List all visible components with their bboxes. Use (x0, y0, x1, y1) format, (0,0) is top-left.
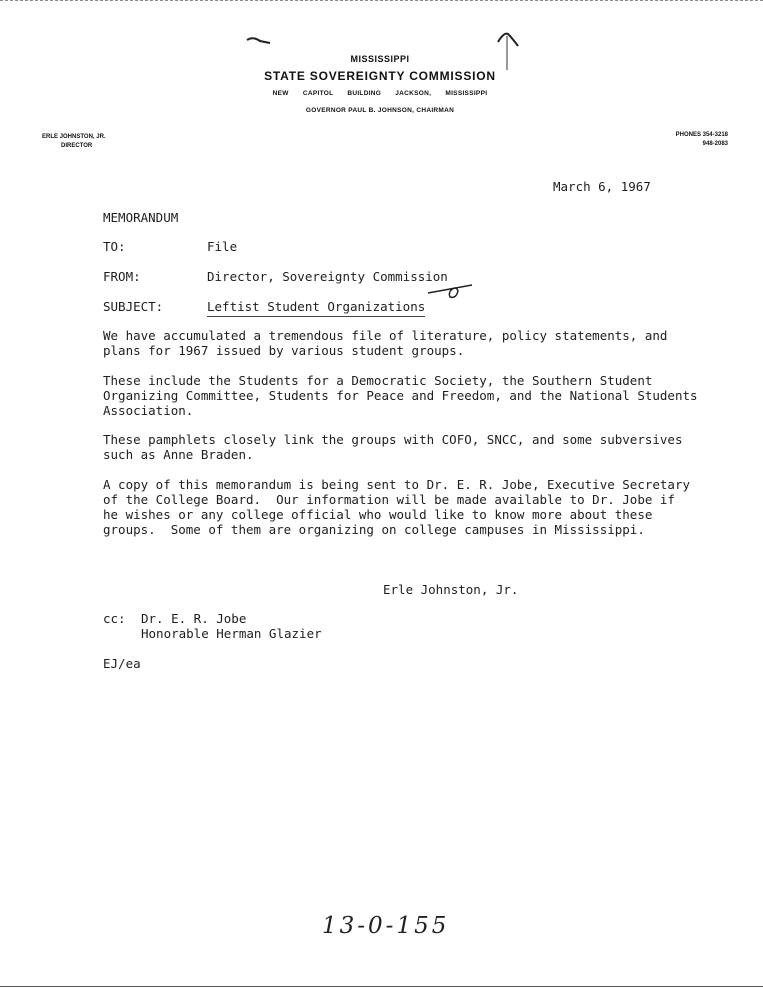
handwritten-file-number: 13-0-155 (322, 913, 450, 939)
letterhead-building: NEW CAPITOL BUILDING (272, 90, 382, 97)
paragraph-line: such as Anne Braden. (103, 447, 254, 462)
paragraph-3 (103, 432, 723, 462)
bottom-border (0, 986, 763, 987)
cc-recipient: Honorable Herman Glazier (141, 626, 322, 641)
paragraph-line: These pamphlets closely link the groups with COFO, SNCC, and some subversives (103, 432, 683, 447)
paragraph-line: plans for 1967 issued by various student groups. (103, 343, 465, 358)
phones-line-1: PHONES 354-3218 (675, 132, 728, 138)
pen-mark-left (244, 34, 274, 48)
from-label: FROM: (103, 269, 141, 284)
paragraph-line: Organizing Committee, Students for Peace and Freedom, and the National Students (103, 388, 698, 403)
to-value: File (207, 239, 238, 254)
letterhead-governor: GOVERNOR PAUL B. JOHNSON, CHAIRMAN (305, 107, 455, 114)
cc-label: cc: (103, 611, 126, 626)
letterhead-commission: STATE SOVEREIGNTY COMMISSION (264, 69, 496, 83)
handwritten-check-mark (426, 281, 476, 301)
paragraph-line: he wishes or any college official who would like to know more about these (103, 507, 653, 522)
paragraph-line: of the College Board. Our information will be made available to Dr. Jobe if (103, 492, 675, 507)
pen-mark-right (492, 30, 522, 74)
paragraph-line: Association. (103, 403, 194, 418)
director-block (42, 133, 106, 151)
paragraph-line: These include the Students for a Democratic Society, the Southern Student (103, 373, 653, 388)
phones-block (600, 131, 728, 149)
typist-initials: EJ/ea (103, 656, 141, 671)
subject-value: Leftist Student Organizations (207, 299, 426, 314)
subject-underline (207, 316, 425, 317)
paragraph-2 (103, 373, 723, 418)
director-title: DIRECTOR (61, 143, 93, 149)
paragraph-4 (103, 477, 723, 537)
memo-heading: MEMORANDUM (103, 210, 179, 225)
paragraph-line: groups. Some of them are organizing on college campuses in Mississippi. (103, 522, 645, 537)
top-border (0, 0, 763, 1)
phones-line-2: 948-2083 (702, 141, 728, 147)
paragraph-line: We have accumulated a tremendous file of literature, policy statements, and (103, 328, 668, 343)
memo-date: March 6, 1967 (553, 179, 651, 194)
cc-recipient: Dr. E. R. Jobe (141, 611, 247, 626)
signature-line: Erle Johnston, Jr. (383, 582, 519, 597)
paragraph-1 (103, 328, 723, 358)
from-value: Director, Sovereignty Commission (207, 269, 448, 284)
paragraph-line: A copy of this memorandum is being sent to Dr. E. R. Jobe, Executive Secretary (103, 477, 690, 492)
letterhead-state: MISSISSIPPI (350, 54, 410, 64)
to-label: TO: (103, 239, 126, 254)
subject-label: SUBJECT: (103, 299, 164, 314)
letterhead-address (200, 90, 560, 97)
director-name: ERLE JOHNSTON, JR. (42, 134, 106, 140)
letterhead-city: JACKSON, MISSISSIPPI (395, 90, 488, 97)
